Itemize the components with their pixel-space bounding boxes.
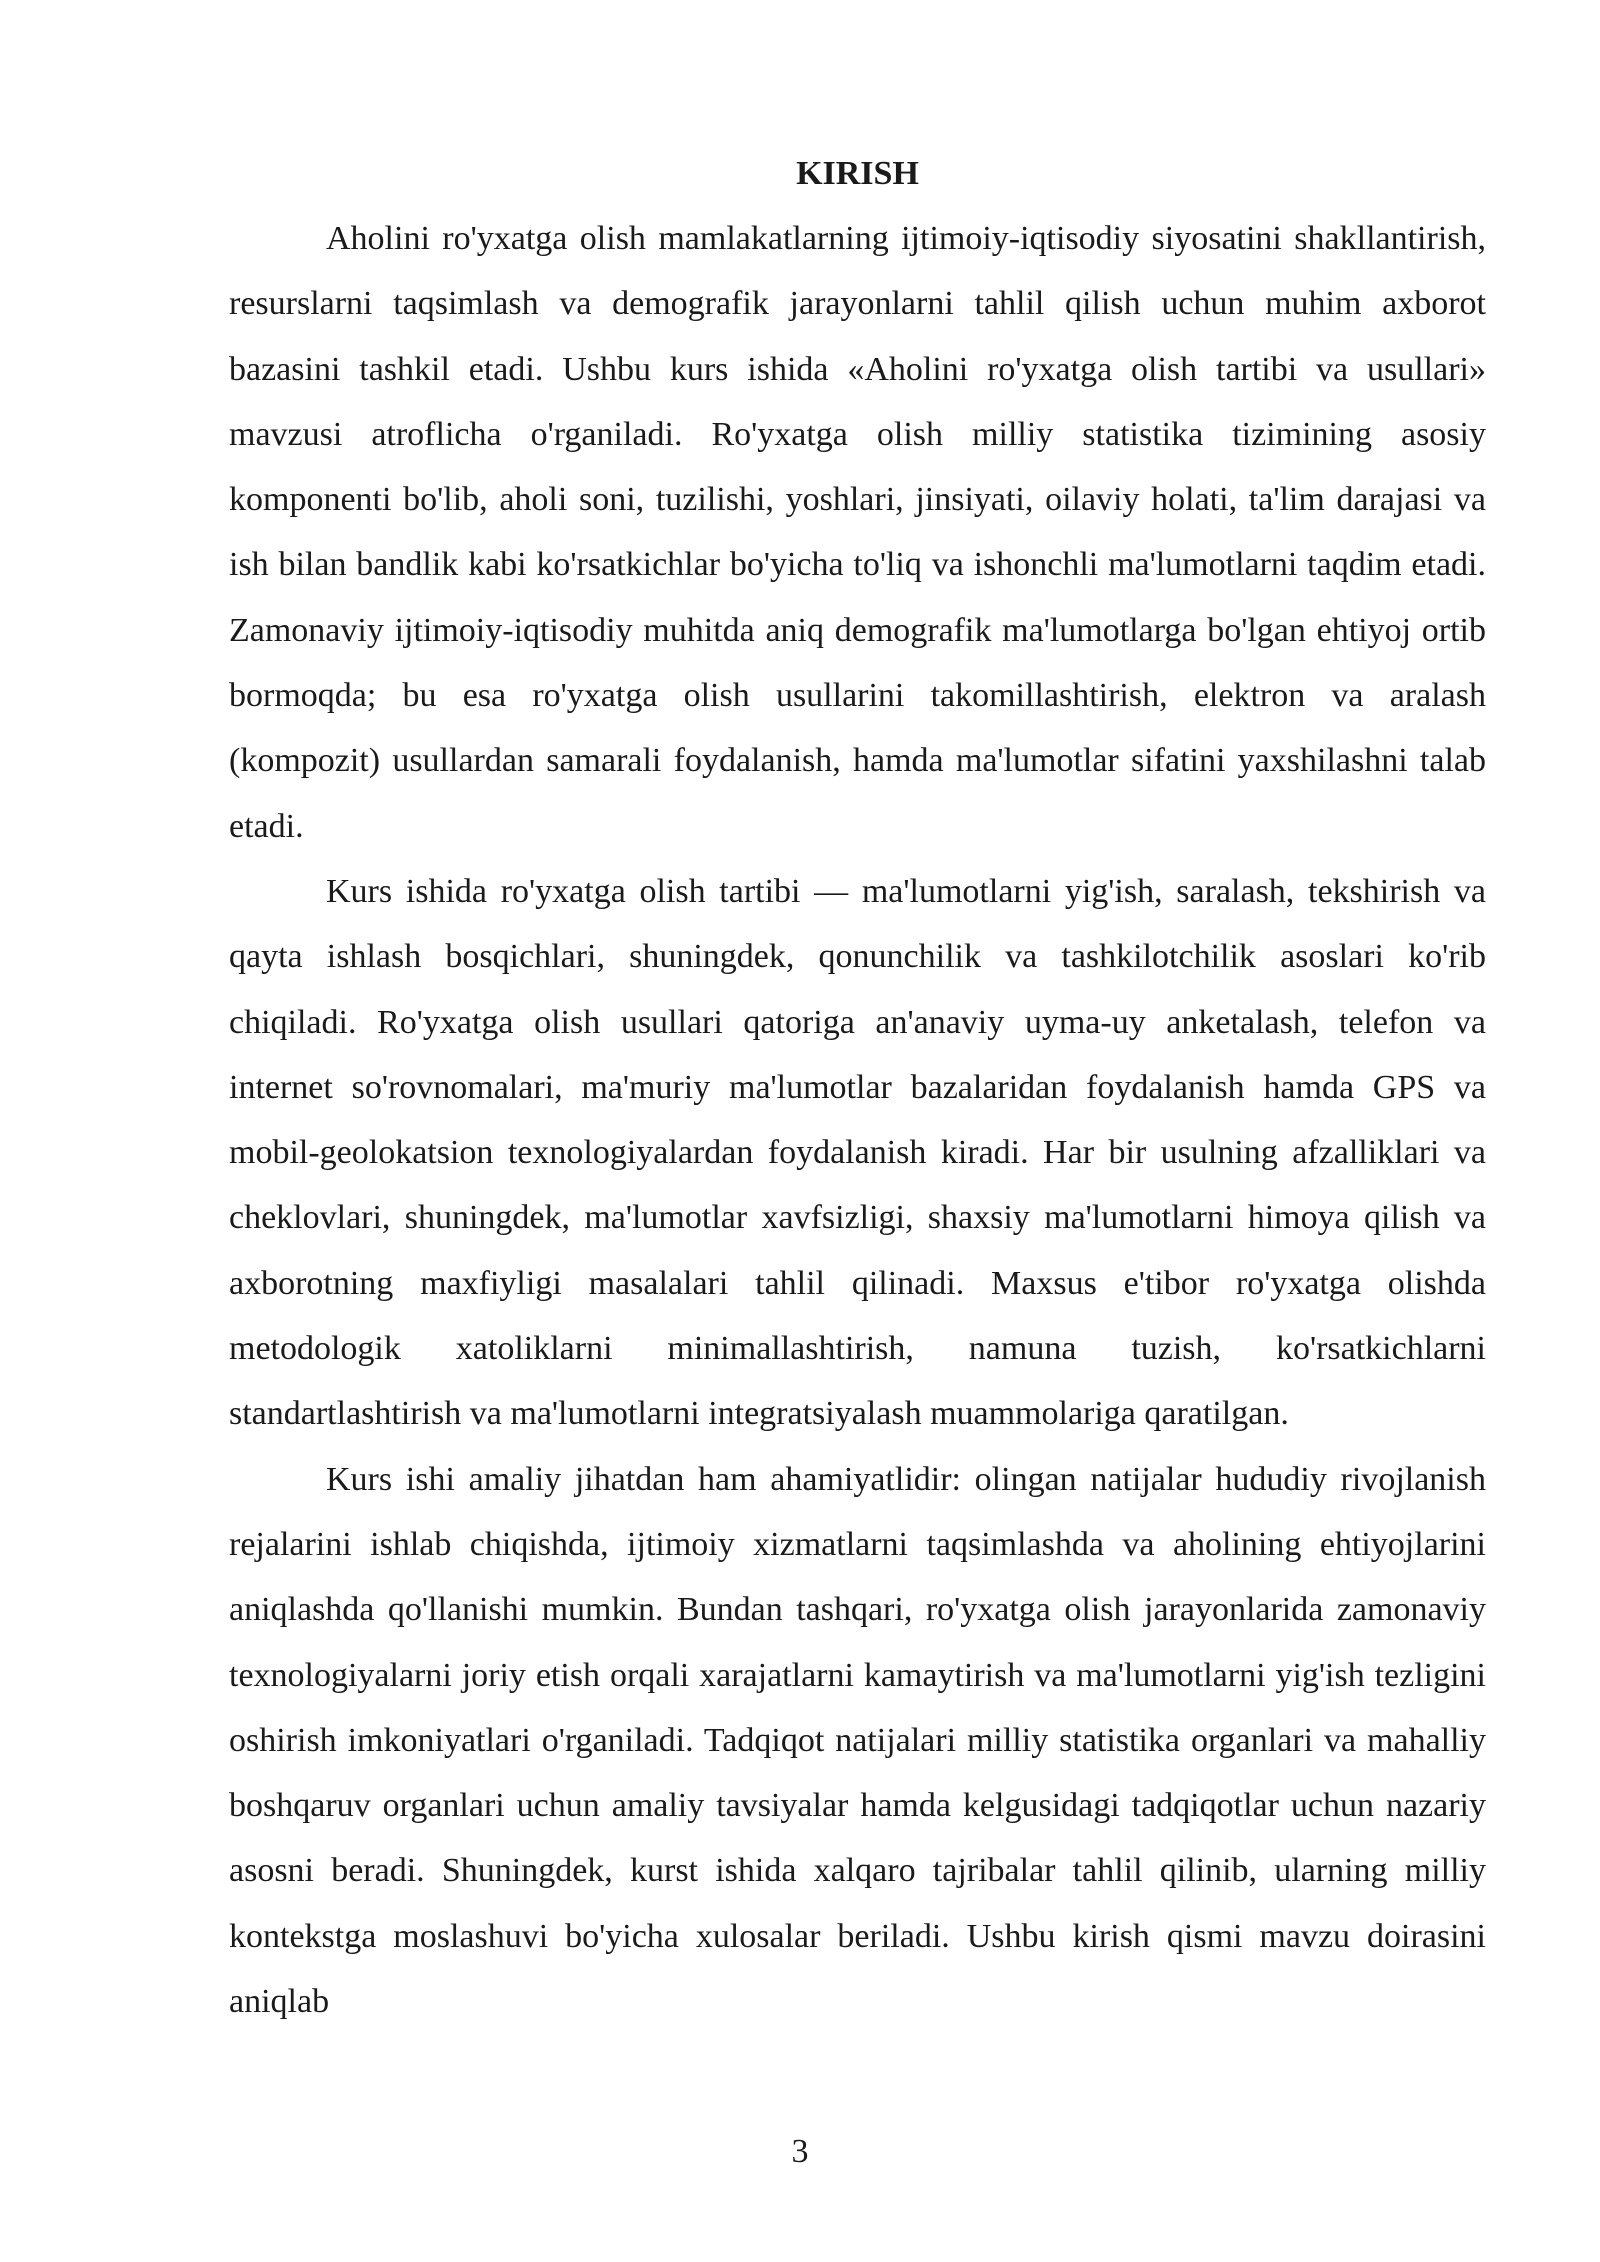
paragraph-practical: Kurs ishi amaliy jihatdan ham ahamiyatlidir: olingan natijalar hududiy rivojlanish rejalarini ishlab chiqishda, ijtimoiy xizmatlarni taqsimlashda va aholining ehtiyojlarini aniqlashda qo'llanishi mumkin. Bundan tashqari, ro'yxatga olish jarayonlarida zamonaviy texnologiyalarni joriy etish orqali xarajatlarni kamaytirish va ma'lumotlarni yig'ish tezligini oshirish imkoniyatlari o'rganiladi. Tadqiqot natijalari milliy statistika organlari va mahalliy boshqaruv organlari uchun amaliy tavsiyalar hamda kelgusidagi tadqiqotlar uchun nazariy asosni beradi. Shuningdek, kurst ishida xalqaro tajribalar tahlil qilinib, ularning milliy kontekstga moslashuvi bo'yicha xulosalar beriladi. Ushbu kirish qismi mavzu doirasini aniqlab [229, 1460, 1486, 2021]
page-content [229, 150, 1486, 2034]
paragraph-intro: Aholini ro'yxatga olish mamlakatlarning ijtimoiy-iqtisodiy siyosatini shakllantirish, resurslarni taqsimlash va demografik jarayonlarni tahlil qilish uchun muhim axborot bazasini tashkil etadi. Ushbu kurs ishida «Aholini ro'yxatga olish tartibi va usullari» mavzusi atroflicha o'rganiladi. Ro'yxatga olish milliy statistika tizimining asosiy komponenti bo'lib, aholi soni, tuzilishi, yoshlari, jinsiyati, oilaviy holati, ta'lim darajasi va ish bilan bandlik kabi ko'rsatkichlar bo'yicha to'liq va ishonchli ma'lumotlarni taqdim etadi. Zamonaviy ijtimoiy-iqtisodiy muhitda aniq demografik ma'lumotlarga bo'lgan ehtiyoj ortib bormoqda; bu esa ro'yxatga olish usullarini takomillashtirish, elektron va aralash (kompozit) usullardan samarali foydalanish, hamda ma'lumotlar sifatini yaxshilashni talab etadi. [229, 220, 1486, 845]
section-title: KIRISH [796, 155, 919, 192]
paragraph-procedure: Kurs ishida ro'yxatga olish tartibi — ma'lumotlarni yig'ish, saralash, tekshirish va qayta ishlash bosqichlari, shuningdek, qonunchilik va tashkilotchilik asoslari ko'rib chiqiladi. Ro'yxatga olish usullari qatoriga an'anaviy uyma-uy anketalash, telefon va internet so'rovnomalari, ma'muriy ma'lumotlar bazalaridan foydalanish hamda GPS va mobil-geolokatsion texnologiyalardan foydalanish kiradi. Har bir usulning afzalliklari va cheklovlari, shuningdek, ma'lumotlar xavfsizligi, shaxsiy ma'lumotlarni himoya qilish va axborotning maxfiyligi masalalari tahlil qilinadi. Maxsus e'tibor ro'yxatga olishda metodologik xatoliklarni minimallashtirish, namuna tuzish, ko'rsatkichlarni standartlashtirish va ma'lumotlarni integratsiyalash muammolariga qaratilgan. [229, 872, 1486, 1433]
page-number: 3 [791, 2133, 809, 2170]
